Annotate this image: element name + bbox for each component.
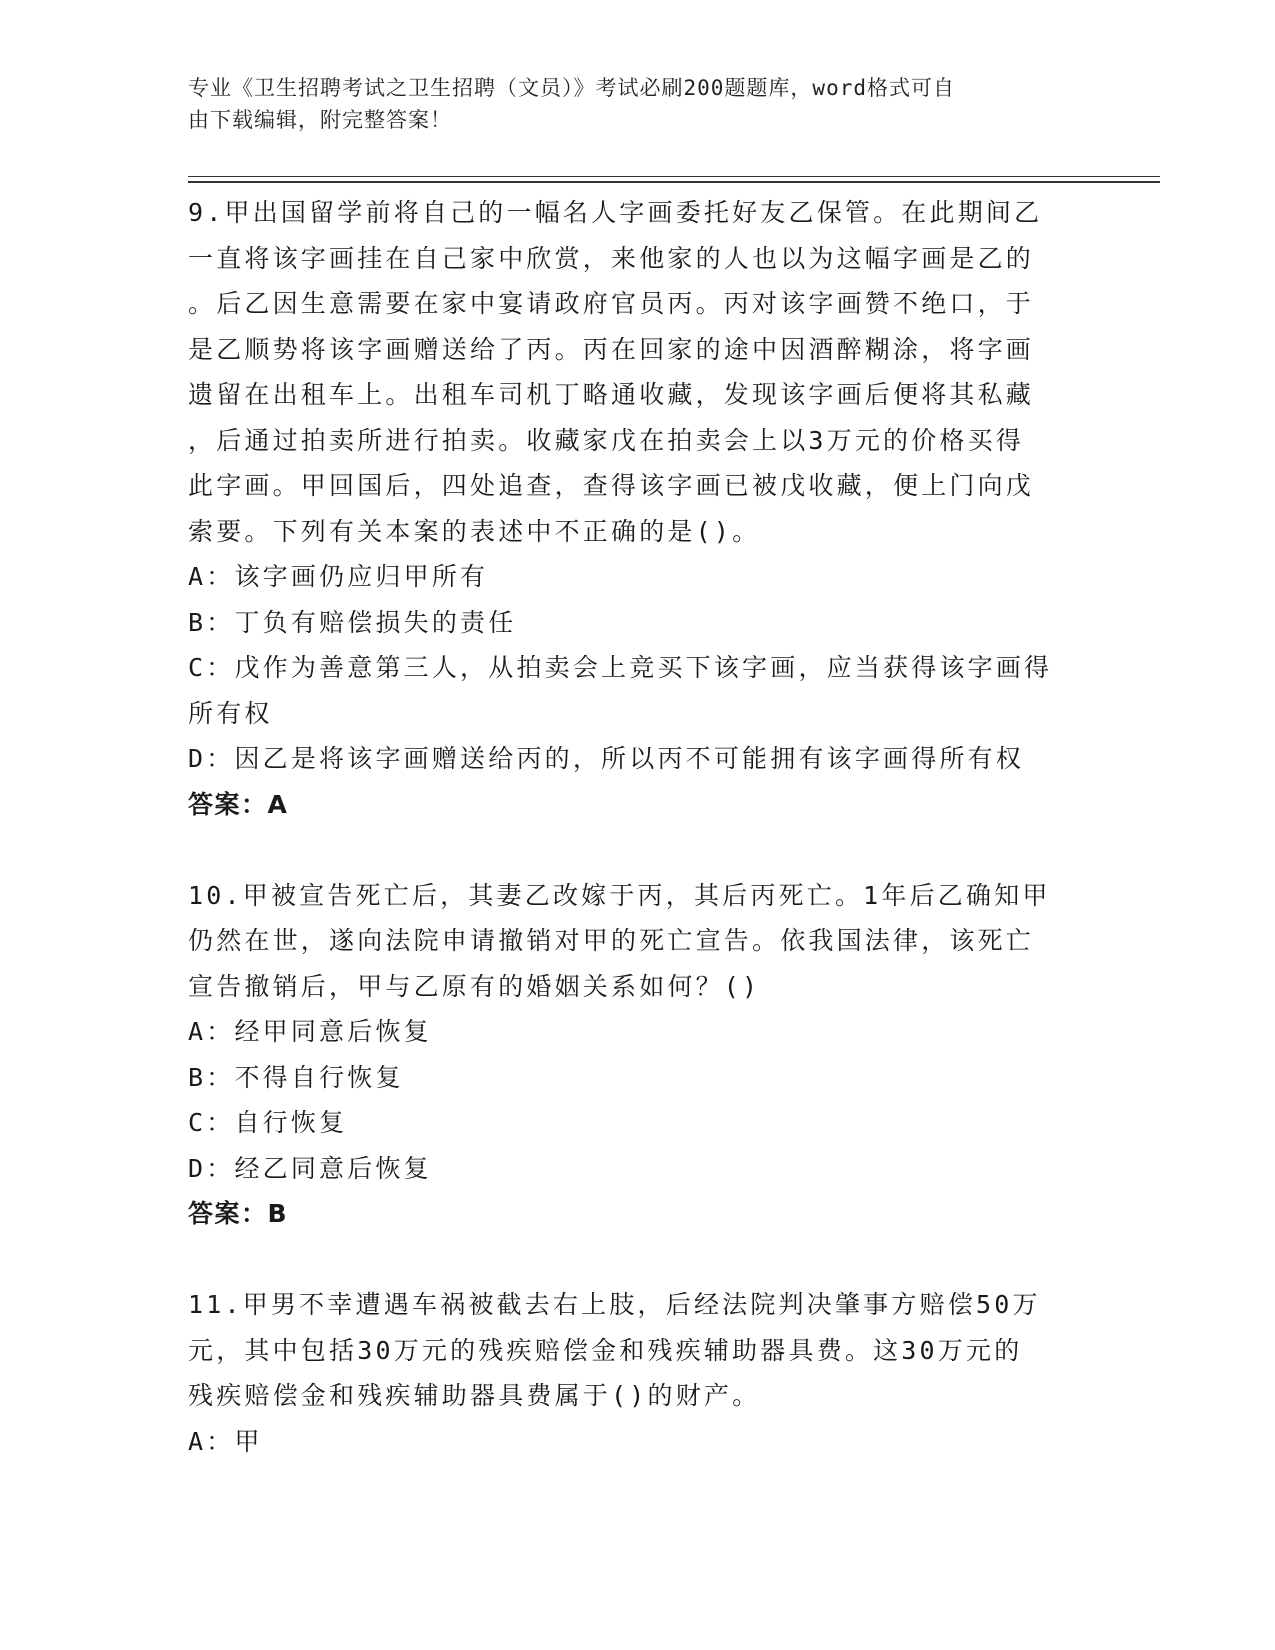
stem-line: 11.甲男不幸遭遇车祸被截去右上肢，后经法院判决肇事方赔偿50万: [188, 1290, 1041, 1319]
option-b: B：不得自行恢复: [188, 1062, 404, 1092]
stem-line: 仍然在世，遂向法院申请撤销对甲的死亡宣告。依我国法律，该死亡: [188, 926, 1035, 955]
document-header: [188, 72, 1068, 136]
header-divider-thin: [188, 176, 1160, 177]
option-d: D：经乙同意后恢复: [188, 1153, 432, 1183]
option-b: B：丁负有赔偿损失的责任: [188, 607, 517, 637]
stem-line: 是乙顺势将该字画赠送给了丙。丙在回家的途中因酒醉糊涂，将字画: [188, 334, 1035, 364]
stem-line: 此字画。甲回国后，四处追查，查得该字画已被戊收藏，便上门向戊: [188, 471, 1035, 500]
option-c-line-1: C：戊作为善意第三人，从拍卖会上竞买下该字画，应当获得该字画得: [188, 653, 1053, 682]
stem-line: 10.甲被宣告死亡后，其妻乙改嫁于丙，其后丙死亡。1年后乙确知甲: [188, 880, 1051, 910]
stem-line: 9.甲出国留学前将自己的一幅名人字画委托好友乙保管。在此期间乙: [188, 198, 1043, 227]
stem-line: 。后乙因生意需要在家中宴请政府官员丙。丙对该字画赞不绝口，于: [188, 289, 1035, 318]
stem-line: ，后通过拍卖所进行拍卖。收藏家戊在拍卖会上以3万元的价格买得: [188, 425, 1025, 455]
stem-line: 元，其中包括30万元的残疾赔偿金和残疾辅助器具费。这30万元的: [188, 1335, 1023, 1365]
header-line-1: 专业《卫生招聘考试之卫生招聘（文员）》考试必刷200题题库，word格式可自: [188, 76, 955, 100]
answer-label: 答案：B: [188, 1199, 289, 1228]
option-c: [188, 645, 1078, 736]
option-d: D：因乙是将该字画赠送给丙的，所以丙不可能拥有该字画得所有权: [188, 744, 1025, 773]
question-11-stem: [188, 1282, 1078, 1419]
question-9: [188, 190, 1078, 827]
option-a: A：甲: [188, 1426, 263, 1456]
answer-label: 答案：A: [188, 789, 289, 819]
stem-line: 宣告撤销后，甲与乙原有的婚姻关系如何？(): [188, 971, 761, 1001]
header-divider-thick: [188, 181, 1160, 183]
question-10: [188, 873, 1078, 1237]
question-spacer: [188, 827, 1078, 873]
question-11: [188, 1282, 1078, 1464]
question-spacer: [188, 1237, 1078, 1283]
question-9-stem: [188, 190, 1078, 554]
option-c: C：自行恢复: [188, 1108, 348, 1137]
option-a: A：经甲同意后恢复: [188, 1017, 432, 1046]
stem-line: 索要。下列有关本案的表述中不正确的是()。: [188, 516, 761, 546]
header-line-2: 由下载编辑，附完整答案！: [188, 108, 452, 132]
option-a: A：该字画仍应归甲所有: [188, 562, 489, 591]
question-list: [188, 190, 1078, 1464]
question-10-stem: [188, 873, 1078, 1010]
stem-line: 残疾赔偿金和残疾辅助器具费属于()的财产。: [188, 1381, 761, 1410]
stem-line: 遗留在出租车上。出租车司机丁略通收藏，发现该字画后便将其私藏: [188, 380, 1035, 409]
option-c-line-2: 所有权: [188, 698, 273, 728]
stem-line: 一直将该字画挂在自己家中欣赏，来他家的人也以为这幅字画是乙的: [188, 243, 1035, 273]
